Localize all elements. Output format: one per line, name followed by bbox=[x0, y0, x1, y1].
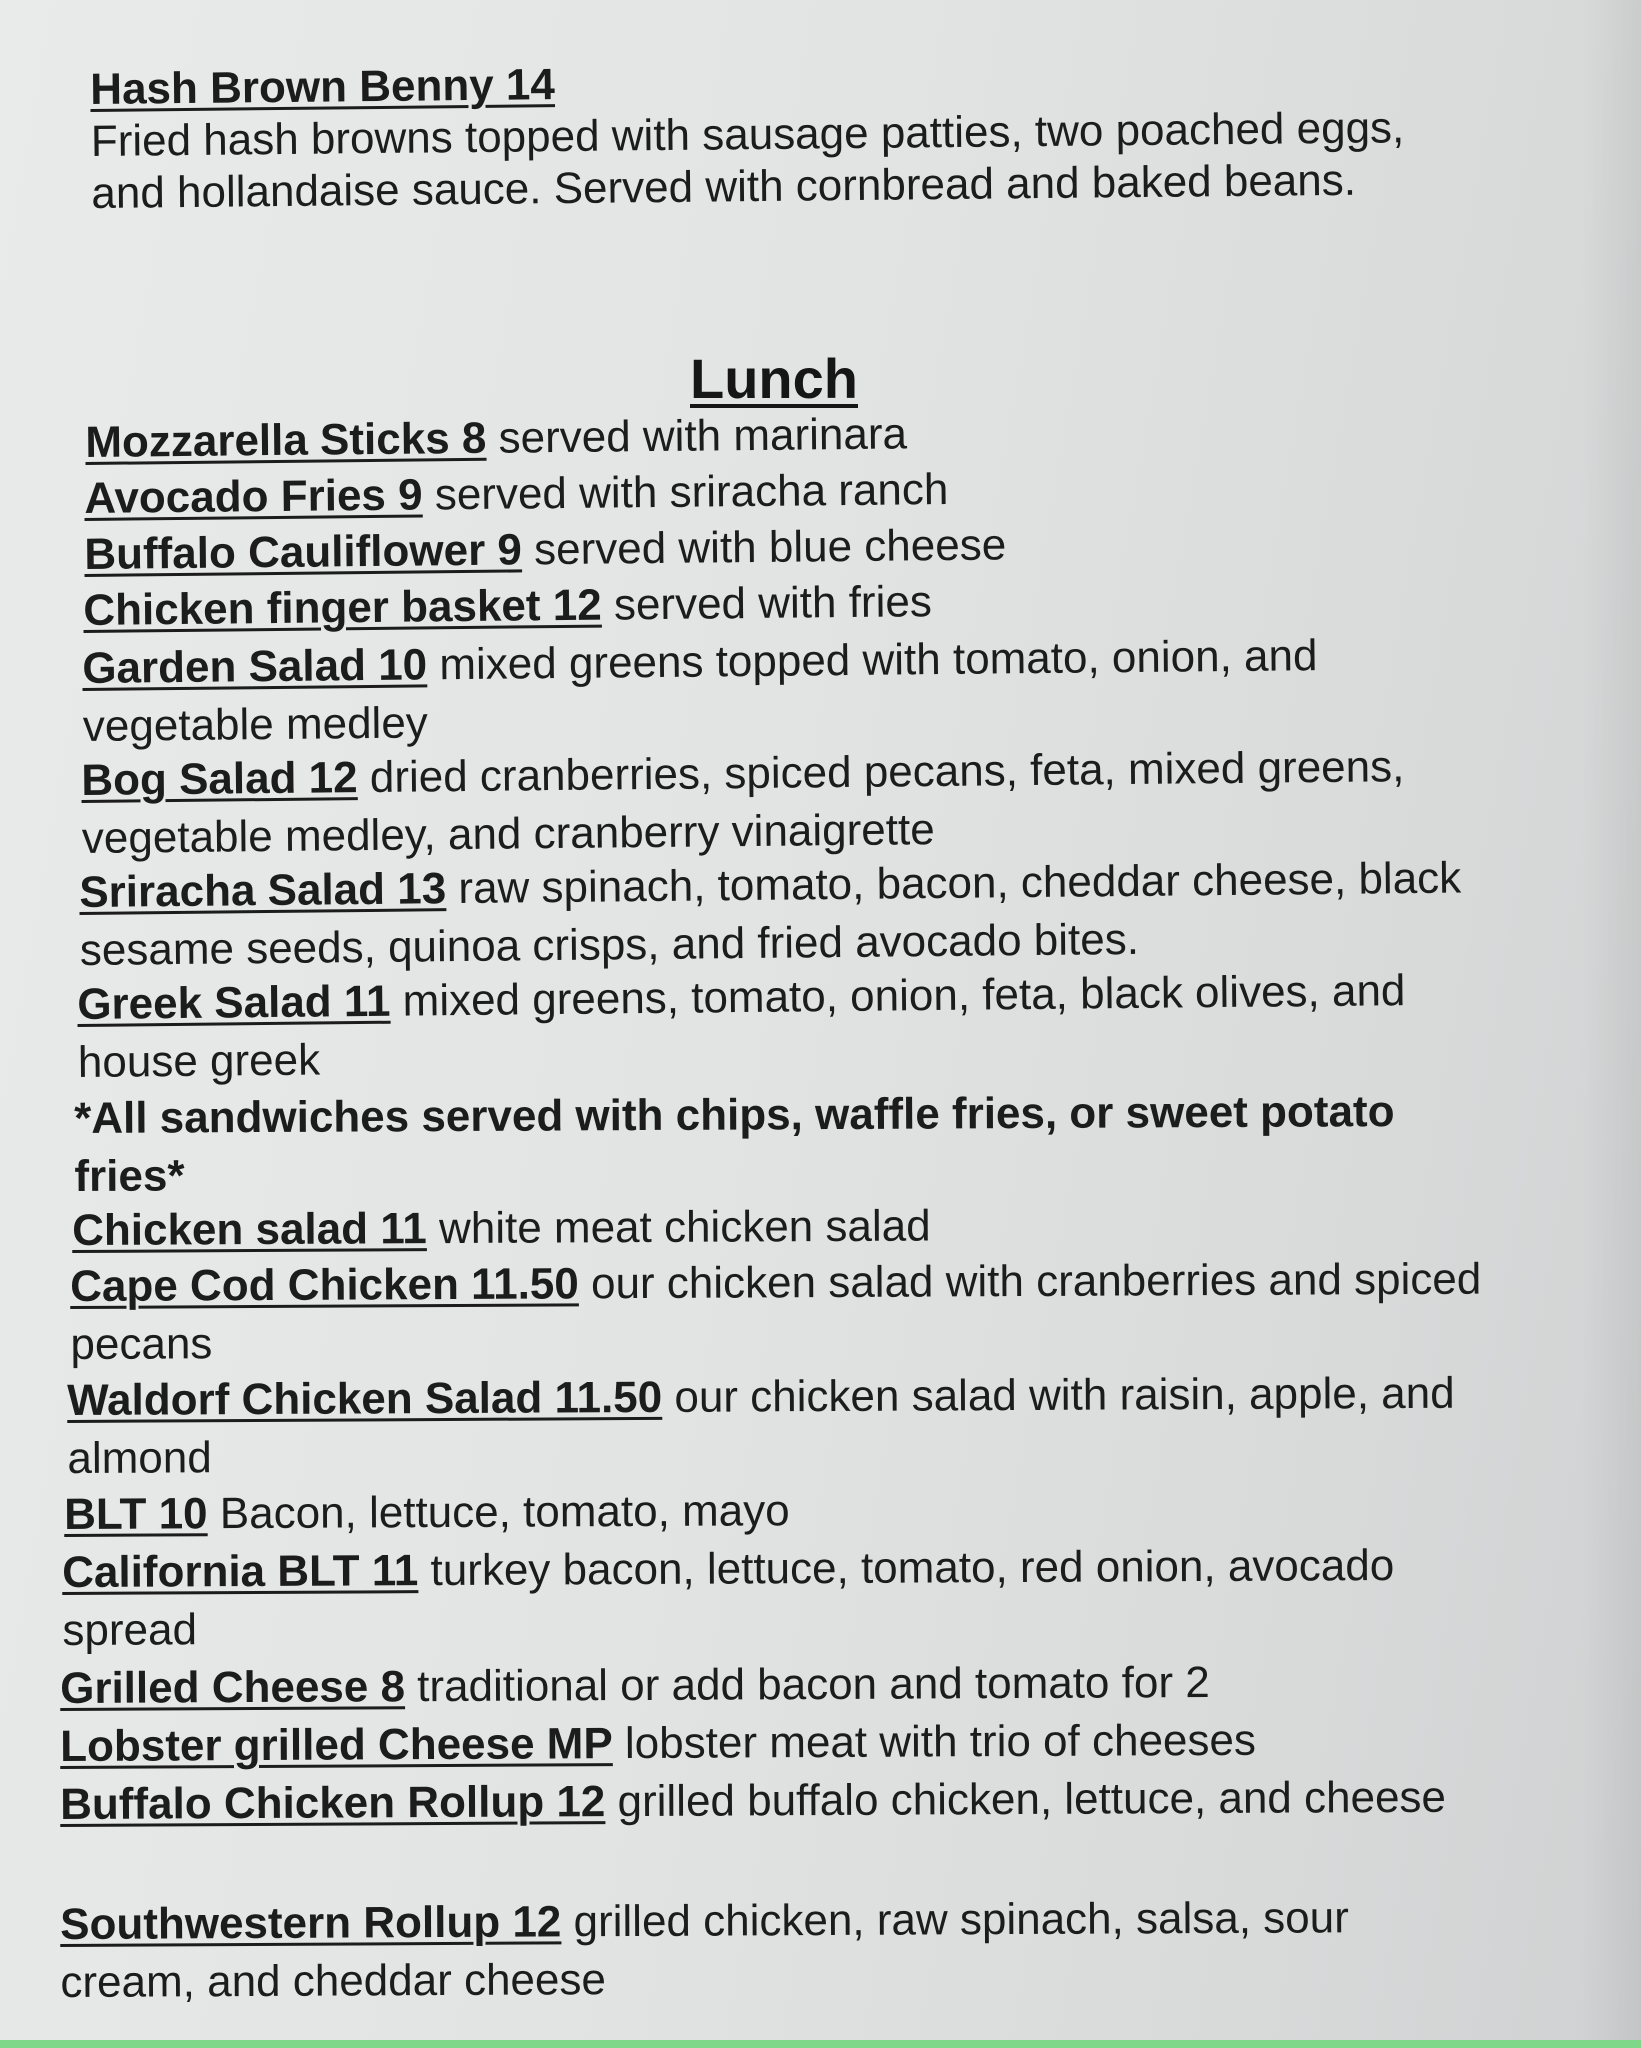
menu-item bbox=[60, 1768, 1500, 1834]
menu-item bbox=[79, 849, 1510, 980]
background-edge bbox=[0, 2040, 1641, 2048]
item-name: Grilled Cheese 8 bbox=[60, 1662, 406, 1713]
page-shadow bbox=[1581, 0, 1641, 2048]
menu-item bbox=[60, 1652, 1500, 1718]
item-name: Chicken salad 11 bbox=[72, 1204, 427, 1255]
sandwich-note: *All sandwiches served with chips, waffle fries, or sweet potato fries* bbox=[74, 1087, 1395, 1201]
item-name: Buffalo Chicken Rollup 12 bbox=[60, 1777, 606, 1829]
item-name: Garden Salad 10 bbox=[82, 640, 428, 693]
menu-item bbox=[67, 1365, 1468, 1488]
item-name: Greek Salad 11 bbox=[77, 976, 391, 1029]
menu-item bbox=[70, 1250, 1551, 1374]
item-description: grilled buffalo chicken, lettuce, and cheese bbox=[617, 1772, 1447, 1827]
item-description: mixed greens topped with tomato, onion, and vegetable medley bbox=[82, 631, 1318, 751]
item-description: grilled chicken, raw spinach, salsa, sour cream, and cheddar cheese bbox=[60, 1893, 1349, 2007]
item-description: our chicken salad with cranberries and spiced pecans bbox=[70, 1254, 1482, 1369]
item-description: raw spinach, tomato, bacon, cheddar cheese, black sesame seeds, quinoa crisps, and fried avocado bites. bbox=[79, 853, 1462, 975]
item-name: Sriracha Salad 13 bbox=[79, 864, 447, 917]
item-description: served with marinara bbox=[498, 409, 908, 463]
item-name: Buffalo Cauliflower 9 bbox=[84, 525, 523, 579]
item-description: traditional or add bacon and tomato for 2 bbox=[417, 1657, 1210, 1712]
menu-item bbox=[82, 625, 1483, 756]
item-name: California BLT 11 bbox=[62, 1546, 419, 1597]
item-description: dried cranberries, spiced pecans, feta, mixed greens, vegetable medley, and cranberry vinaigrette bbox=[81, 742, 1405, 863]
menu-item bbox=[77, 961, 1498, 1092]
item-description: Fried hash browns topped with sausage patties, two poached eggs, and hollandaise sauce. Served with cornbread and baked beans. bbox=[90, 103, 1405, 218]
menu-item bbox=[60, 1889, 1461, 2012]
item-description: our chicken salad with raisin, apple, and almond bbox=[67, 1368, 1455, 1483]
item-description: Bacon, lettuce, tomato, mayo bbox=[219, 1486, 790, 1539]
item-name: Mozzarella Sticks 8 bbox=[85, 413, 487, 467]
menu-item bbox=[64, 1479, 1464, 1544]
item-name: Southwestern Rollup 12 bbox=[60, 1897, 562, 1949]
item-description: turkey bacon, lettuce, tomato, red onion, avocado spread bbox=[62, 1541, 1395, 1655]
item-name: BLT 10 bbox=[64, 1489, 208, 1539]
menu-item bbox=[60, 1710, 1500, 1776]
item-description: served with sriracha ranch bbox=[434, 464, 949, 520]
item-description: mixed greens, tomato, onion, feta, black olives, and house greek bbox=[77, 966, 1406, 1087]
section-title-lunch: Lunch bbox=[690, 347, 858, 410]
breakfast-item bbox=[90, 50, 1472, 220]
item-name: Avocado Fries 9 bbox=[84, 470, 423, 523]
item-description: served with fries bbox=[613, 577, 933, 630]
item-name: Chicken finger basket 12 bbox=[83, 580, 602, 635]
item-name: Cape Cod Chicken 11.50 bbox=[70, 1259, 579, 1311]
item-name: Lobster grilled Cheese MP bbox=[60, 1719, 613, 1771]
item-name: Bog Salad 12 bbox=[81, 753, 358, 805]
menu-item bbox=[81, 737, 1482, 868]
menu-item bbox=[72, 1194, 1532, 1260]
item-name: Waldorf Chicken Salad 11.50 bbox=[67, 1372, 663, 1425]
menu-item bbox=[62, 1537, 1443, 1660]
item-description: lobster meat with trio of cheeses bbox=[624, 1715, 1257, 1769]
item-name: Hash Brown Benny 14 bbox=[90, 60, 556, 114]
item-description: served with blue cheese bbox=[533, 520, 1007, 575]
item-description: white meat chicken salad bbox=[438, 1201, 931, 1254]
